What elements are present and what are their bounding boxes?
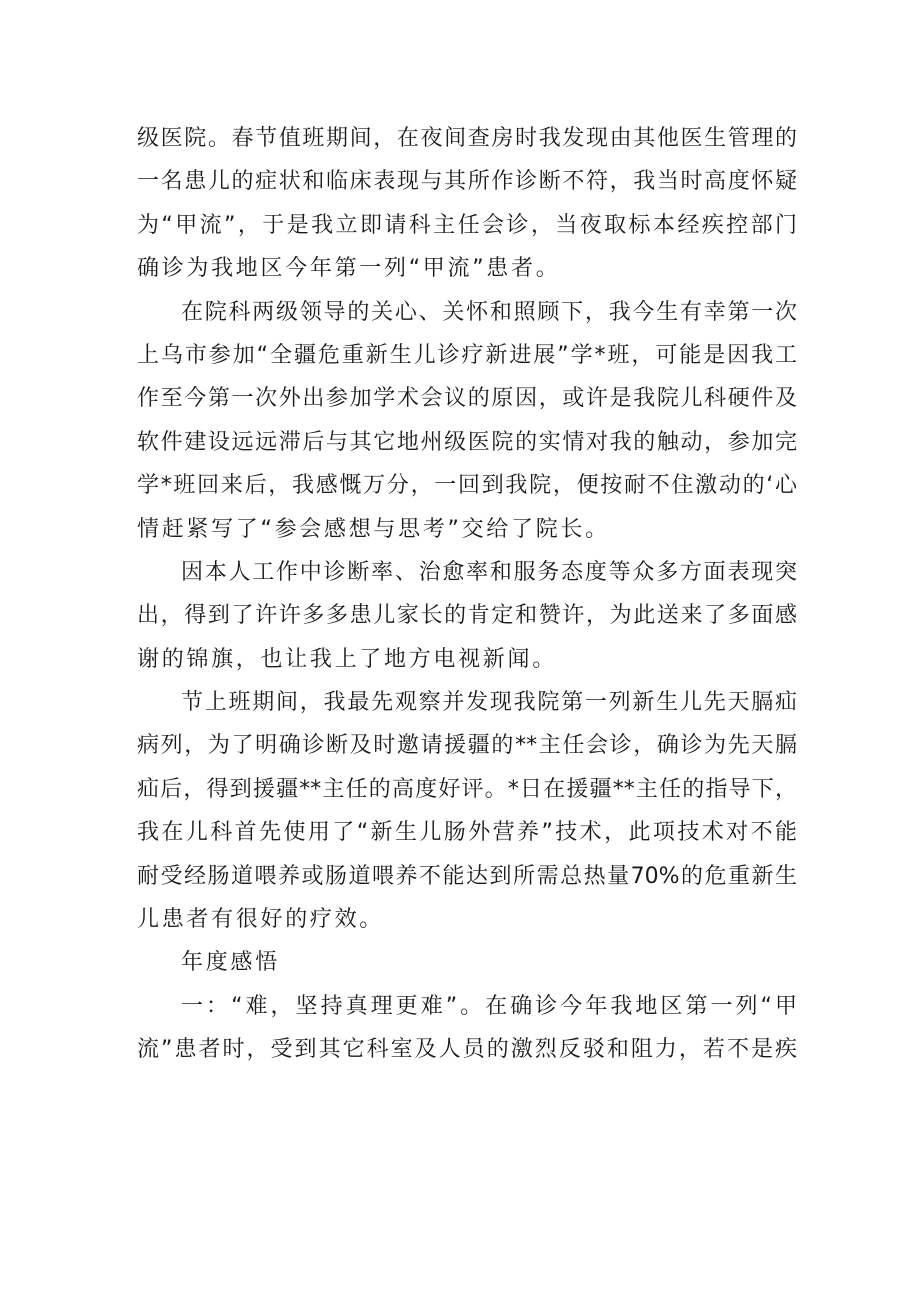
text-line: 病列，为了明确诊断及时邀请援疆的**主任会诊，确诊为先天膈 (137, 733, 797, 759)
text-line: 谢的锦旗，也让我上了地方电视新闻。 (137, 646, 557, 672)
paragraph-reflection-one (137, 985, 797, 1072)
text-line: 上乌市参加“全疆危重新生儿诊疗新进展”学*班，可能是因我工 (137, 342, 797, 368)
text-line: 软件建设远远滞后与其它地州级医院的实情对我的触动，参加完 (137, 429, 797, 455)
text-line: 确诊为我地区今年第一列“甲流”患者。 (137, 256, 561, 282)
text-line: 耐受经肠道喂养或肠道喂养不能达到所需总热量70%的危重新生 (137, 863, 797, 889)
text-line: 一：“难，坚持真理更难”。在确诊今年我地区第一列“甲 (181, 993, 797, 1019)
text-line: 出，得到了许许多多患儿家长的肯定和赞许，为此送来了多面感 (137, 603, 797, 629)
text-line: 疝后，得到援疆**主任的高度好评。*日在援疆**主任的指导下， (137, 776, 797, 802)
text-line: 一名患儿的症状和临床表现与其所作诊断不符，我当时高度怀疑 (137, 169, 797, 195)
text-line: 流”患者时，受到其它科室及人员的激烈反驳和阻力，若不是疾 (137, 1037, 797, 1063)
section-heading-annual-reflection (137, 941, 797, 984)
document-body (137, 117, 797, 1072)
text-line: 级医院。春节值班期间，在夜间查房时我发现由其他医生管理的 (137, 126, 797, 151)
text-line: 情赶紧写了“参会感想与思考”交给了院长。 (137, 516, 610, 542)
paragraph-recognition (137, 551, 797, 681)
text-line: 学*班回来后，我感慨万分，一回到我院，便按耐不住激动的‘心 (137, 473, 797, 499)
text-line: 作至今第一次外出参加学术会议的原因，或许是我院儿科硬件及 (137, 386, 797, 412)
text-line: 儿患者有很好的疗效。 (137, 907, 385, 933)
section-heading: 年度感悟 (181, 950, 280, 976)
text-line: 节上班期间，我最先观察并发现我院第一列新生儿先天膈疝 (181, 690, 797, 716)
text-line: 我在儿科首先使用了“新生儿肠外营养”技术，此项技术对不能 (137, 820, 797, 846)
text-line: 为“甲流”，于是我立即请科主任会诊，当夜取标本经疾控部门 (137, 212, 797, 238)
paragraph-night-duty (137, 117, 797, 291)
text-line: 在院科两级领导的关心、关怀和照顾下，我今生有幸第一次 (181, 299, 797, 325)
paragraph-diaphragmatic-hernia (137, 681, 797, 941)
paragraph-conference (137, 291, 797, 551)
text-line: 因本人工作中诊断率、治愈率和服务态度等众多方面表现突 (181, 559, 797, 585)
